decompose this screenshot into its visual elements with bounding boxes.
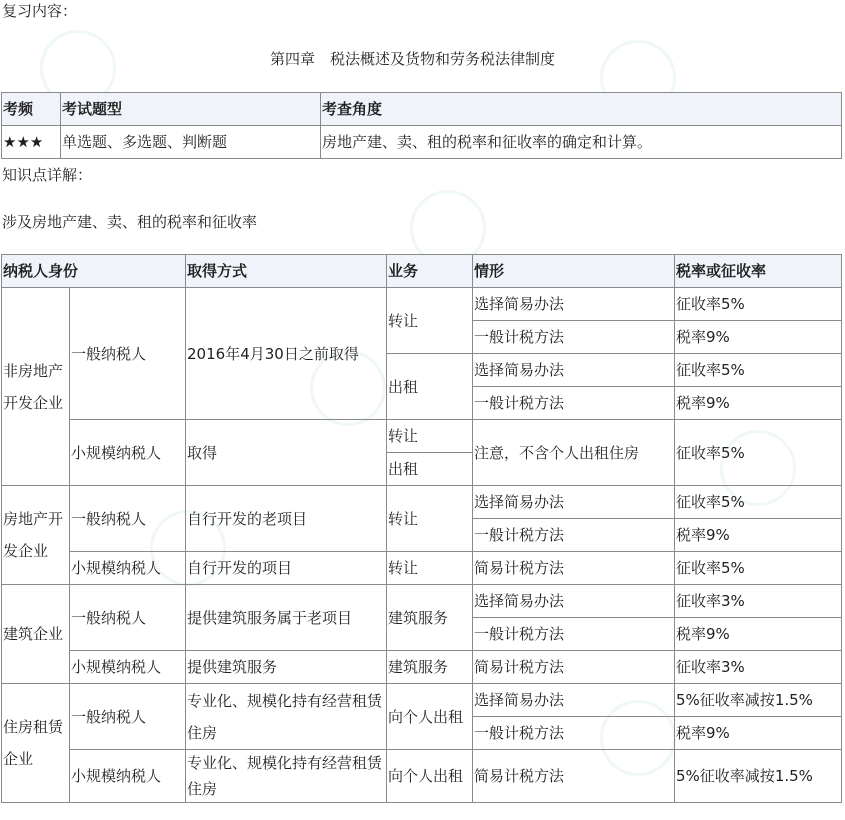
rate: 税率9% (675, 387, 842, 420)
situation: 选择简易办法 (473, 354, 675, 387)
rate: 征收率5% (675, 354, 842, 387)
general-taxpayer: 一般纳税人 (70, 585, 186, 651)
acquisition-method: 自行开发的项目 (186, 552, 387, 585)
situation: 一般计税方法 (473, 717, 675, 750)
taxpayer-type-construction: 建筑企业 (2, 585, 70, 684)
rate: 征收率5% (675, 486, 842, 519)
situation: 简易计税方法 (473, 651, 675, 684)
acquisition-method: 专业化、规模化持有经营租赁住房 (186, 750, 387, 803)
review-intro: 复习内容： (2, 2, 78, 20)
situation: 一般计税方法 (473, 321, 675, 354)
chapter-title: 第四章 税法概述及货物和劳务税法律制度 (270, 50, 556, 68)
table-row (2, 750, 842, 803)
rate: 征收率3% (675, 651, 842, 684)
business-lease-individual: 向个人出租 (387, 750, 473, 803)
header-situation: 情形 (473, 255, 675, 288)
table-row (2, 288, 842, 321)
general-taxpayer: 一般纳税人 (70, 288, 186, 420)
rate: 税率9% (675, 519, 842, 552)
acquisition-method: 取得 (186, 420, 387, 486)
business-transfer: 转让 (387, 288, 473, 354)
acquisition-method: 专业化、规模化持有经营租赁住房 (186, 684, 387, 750)
situation: 选择简易办法 (473, 684, 675, 717)
question-types: 单选题、多选题、判断题 (61, 126, 321, 159)
rates-table (1, 254, 842, 803)
rate: 征收率5% (675, 552, 842, 585)
table-row (2, 651, 842, 684)
rate: 税率9% (675, 717, 842, 750)
situation: 选择简易办法 (473, 288, 675, 321)
situation: 一般计税方法 (473, 387, 675, 420)
table-row (2, 585, 842, 618)
frequency-stars: ★★★ (2, 126, 61, 159)
situation: 一般计税方法 (473, 618, 675, 651)
business-construction: 建筑服务 (387, 651, 473, 684)
business-lease-individual: 向个人出租 (387, 684, 473, 750)
summary-header-row (2, 93, 842, 126)
table-row (2, 486, 842, 519)
situation: 选择简易办法 (473, 585, 675, 618)
small-scale-taxpayer: 小规模纳税人 (70, 552, 186, 585)
acquisition-method: 提供建筑服务 (186, 651, 387, 684)
situation: 简易计税方法 (473, 750, 675, 803)
taxpayer-type-real-estate: 房地产开发企业 (2, 486, 70, 585)
business-lease: 出租 (387, 453, 473, 486)
small-scale-taxpayer: 小规模纳税人 (70, 651, 186, 684)
summary-row (2, 126, 842, 159)
header-frequency: 考频 (2, 93, 61, 126)
header-taxpayer: 纳税人身份 (2, 255, 186, 288)
business-transfer: 转让 (387, 420, 473, 453)
situation: 选择简易办法 (473, 486, 675, 519)
business-construction: 建筑服务 (387, 585, 473, 651)
acquisition-method: 2016年4月30日之前取得 (186, 288, 387, 420)
rate: 征收率5% (675, 288, 842, 321)
rate: 税率9% (675, 618, 842, 651)
rate: 征收率3% (675, 585, 842, 618)
table-row (2, 420, 842, 453)
table-row (2, 552, 842, 585)
header-business: 业务 (387, 255, 473, 288)
table-row (2, 684, 842, 717)
rate: 5%征收率减按1.5% (675, 684, 842, 717)
acquisition-method: 提供建筑服务属于老项目 (186, 585, 387, 651)
rate: 5%征收率减按1.5% (675, 750, 842, 803)
small-scale-taxpayer: 小规模纳税人 (70, 750, 186, 803)
exam-focus: 房地产建、卖、租的税率和征收率的确定和计算。 (321, 126, 842, 159)
header-acquisition: 取得方式 (186, 255, 387, 288)
header-question-types: 考试题型 (61, 93, 321, 126)
situation-note: 注意，不含个人出租住房 (473, 420, 675, 486)
business-lease: 出租 (387, 354, 473, 420)
business-transfer: 转让 (387, 552, 473, 585)
header-focus: 考查角度 (321, 93, 842, 126)
detail-label: 知识点详解： (2, 166, 93, 184)
taxpayer-type-non-real-estate: 非房地产开发企业 (2, 288, 70, 486)
header-rate: 税率或征收率 (675, 255, 842, 288)
rate: 征收率5% (675, 420, 842, 486)
rates-header-row (2, 255, 842, 288)
general-taxpayer: 一般纳税人 (70, 486, 186, 552)
situation: 简易计税方法 (473, 552, 675, 585)
general-taxpayer: 一般纳税人 (70, 684, 186, 750)
business-transfer: 转让 (387, 486, 473, 552)
situation: 一般计税方法 (473, 519, 675, 552)
rate: 税率9% (675, 321, 842, 354)
acquisition-method: 自行开发的老项目 (186, 486, 387, 552)
topic-heading: 涉及房地产建、卖、租的税率和征收率 (2, 213, 258, 231)
summary-table (1, 92, 842, 159)
small-scale-taxpayer: 小规模纳税人 (70, 420, 186, 486)
taxpayer-type-housing-rental: 住房租赁企业 (2, 684, 70, 803)
